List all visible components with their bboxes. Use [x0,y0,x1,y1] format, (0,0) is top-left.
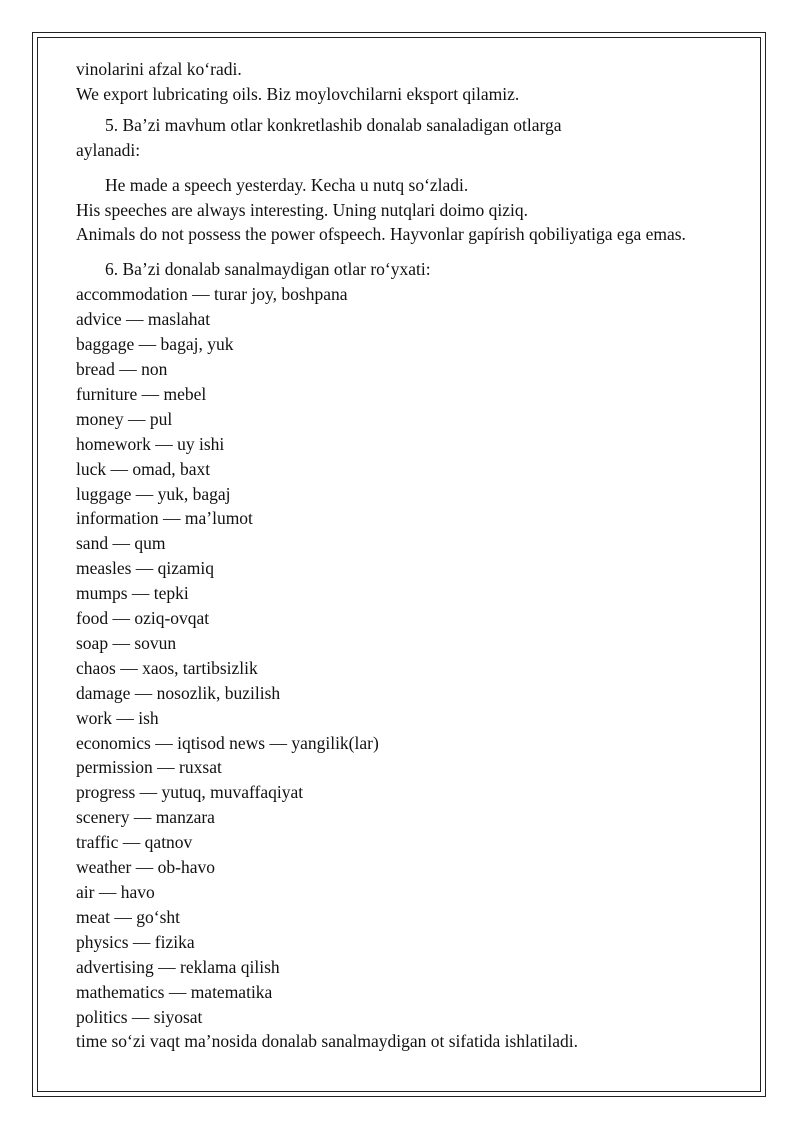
vocabulary-item: chaos — xaos, tartibsizlik [76,657,258,678]
vocabulary-item: advertising — reklama qilish [76,956,280,977]
section-5-heading-cont: aylanadi: [76,139,141,160]
vocabulary-item: sand — qum [76,533,166,554]
vocabulary-item: luck — omad, baxt [76,458,211,479]
vocabulary-item: money — pul [76,408,173,429]
example-sentence: His speeches are always interesting. Uning nutqlari doimo qiziq. [76,199,528,220]
vocabulary-item: work — ish [76,707,159,728]
vocabulary-item: accommodation — turar joy, boshpana [76,284,348,305]
vocabulary-item: soap — sovun [76,632,177,653]
text-line: vinolarini afzal ko‘radi. [76,59,242,79]
vocabulary-item: bread — non [76,358,168,379]
vocabulary-list [76,282,756,1029]
vocabulary-item: advice — maslahat [76,309,211,330]
vocabulary-item: food — oziq-ovqat [76,608,210,629]
vocabulary-item: meat — go‘sht [76,906,181,927]
vocabulary-item: physics — fizika [76,931,195,952]
page-content [76,57,756,1054]
text-line: We export lubricating oils. Biz moylovchilarni eksport qilamiz. [76,83,520,104]
vocabulary-item: measles — qizamiq [76,558,215,579]
vocabulary-item: mumps — tepki [76,583,189,604]
vocabulary-item: damage — nosozlik, buzilish [76,682,281,703]
vocabulary-item: mathematics — matematika [76,981,273,1002]
example-sentence: He made a speech yesterday. Kecha u nutq so‘zladi. [105,174,469,195]
vocabulary-item: homework — uy ishi [76,433,225,454]
vocabulary-item: scenery — manzara [76,807,215,828]
vocabulary-item: weather — ob-havo [76,857,215,878]
vocabulary-item: traffic — qatnov [76,832,193,853]
section-6-heading: 6. Ba’zi donalab sanalmaydigan otlar ro‘yxati: [105,259,431,280]
vocabulary-item: furniture — mebel [76,383,207,404]
vocabulary-item: progress — yutuq, muvaffaqiyat [76,782,304,803]
vocabulary-item: baggage — bagaj, yuk [76,334,234,355]
closing-note: time so‘zi vaqt ma’nosida donalab sanalmaydigan ot sifatida ishlatiladi. [76,1031,579,1052]
vocabulary-item: luggage — yuk, bagaj [76,483,231,504]
vocabulary-item: economics — iqtisod news — yangilik(lar) [76,732,379,753]
vocabulary-item: politics — siyosat [76,1006,203,1027]
section-5-heading: 5. Ba’zi mavhum otlar konkretlashib donalab sanaladigan otlarga [105,114,562,135]
vocabulary-item: permission — ruxsat [76,757,222,778]
example-sentence: Animals do not possess the power ofspeech. Hayvonlar gapírish qobiliyatiga ega emas. [76,224,686,245]
vocabulary-item: information — ma’lumot [76,508,253,529]
vocabulary-item: air — havo [76,882,155,902]
